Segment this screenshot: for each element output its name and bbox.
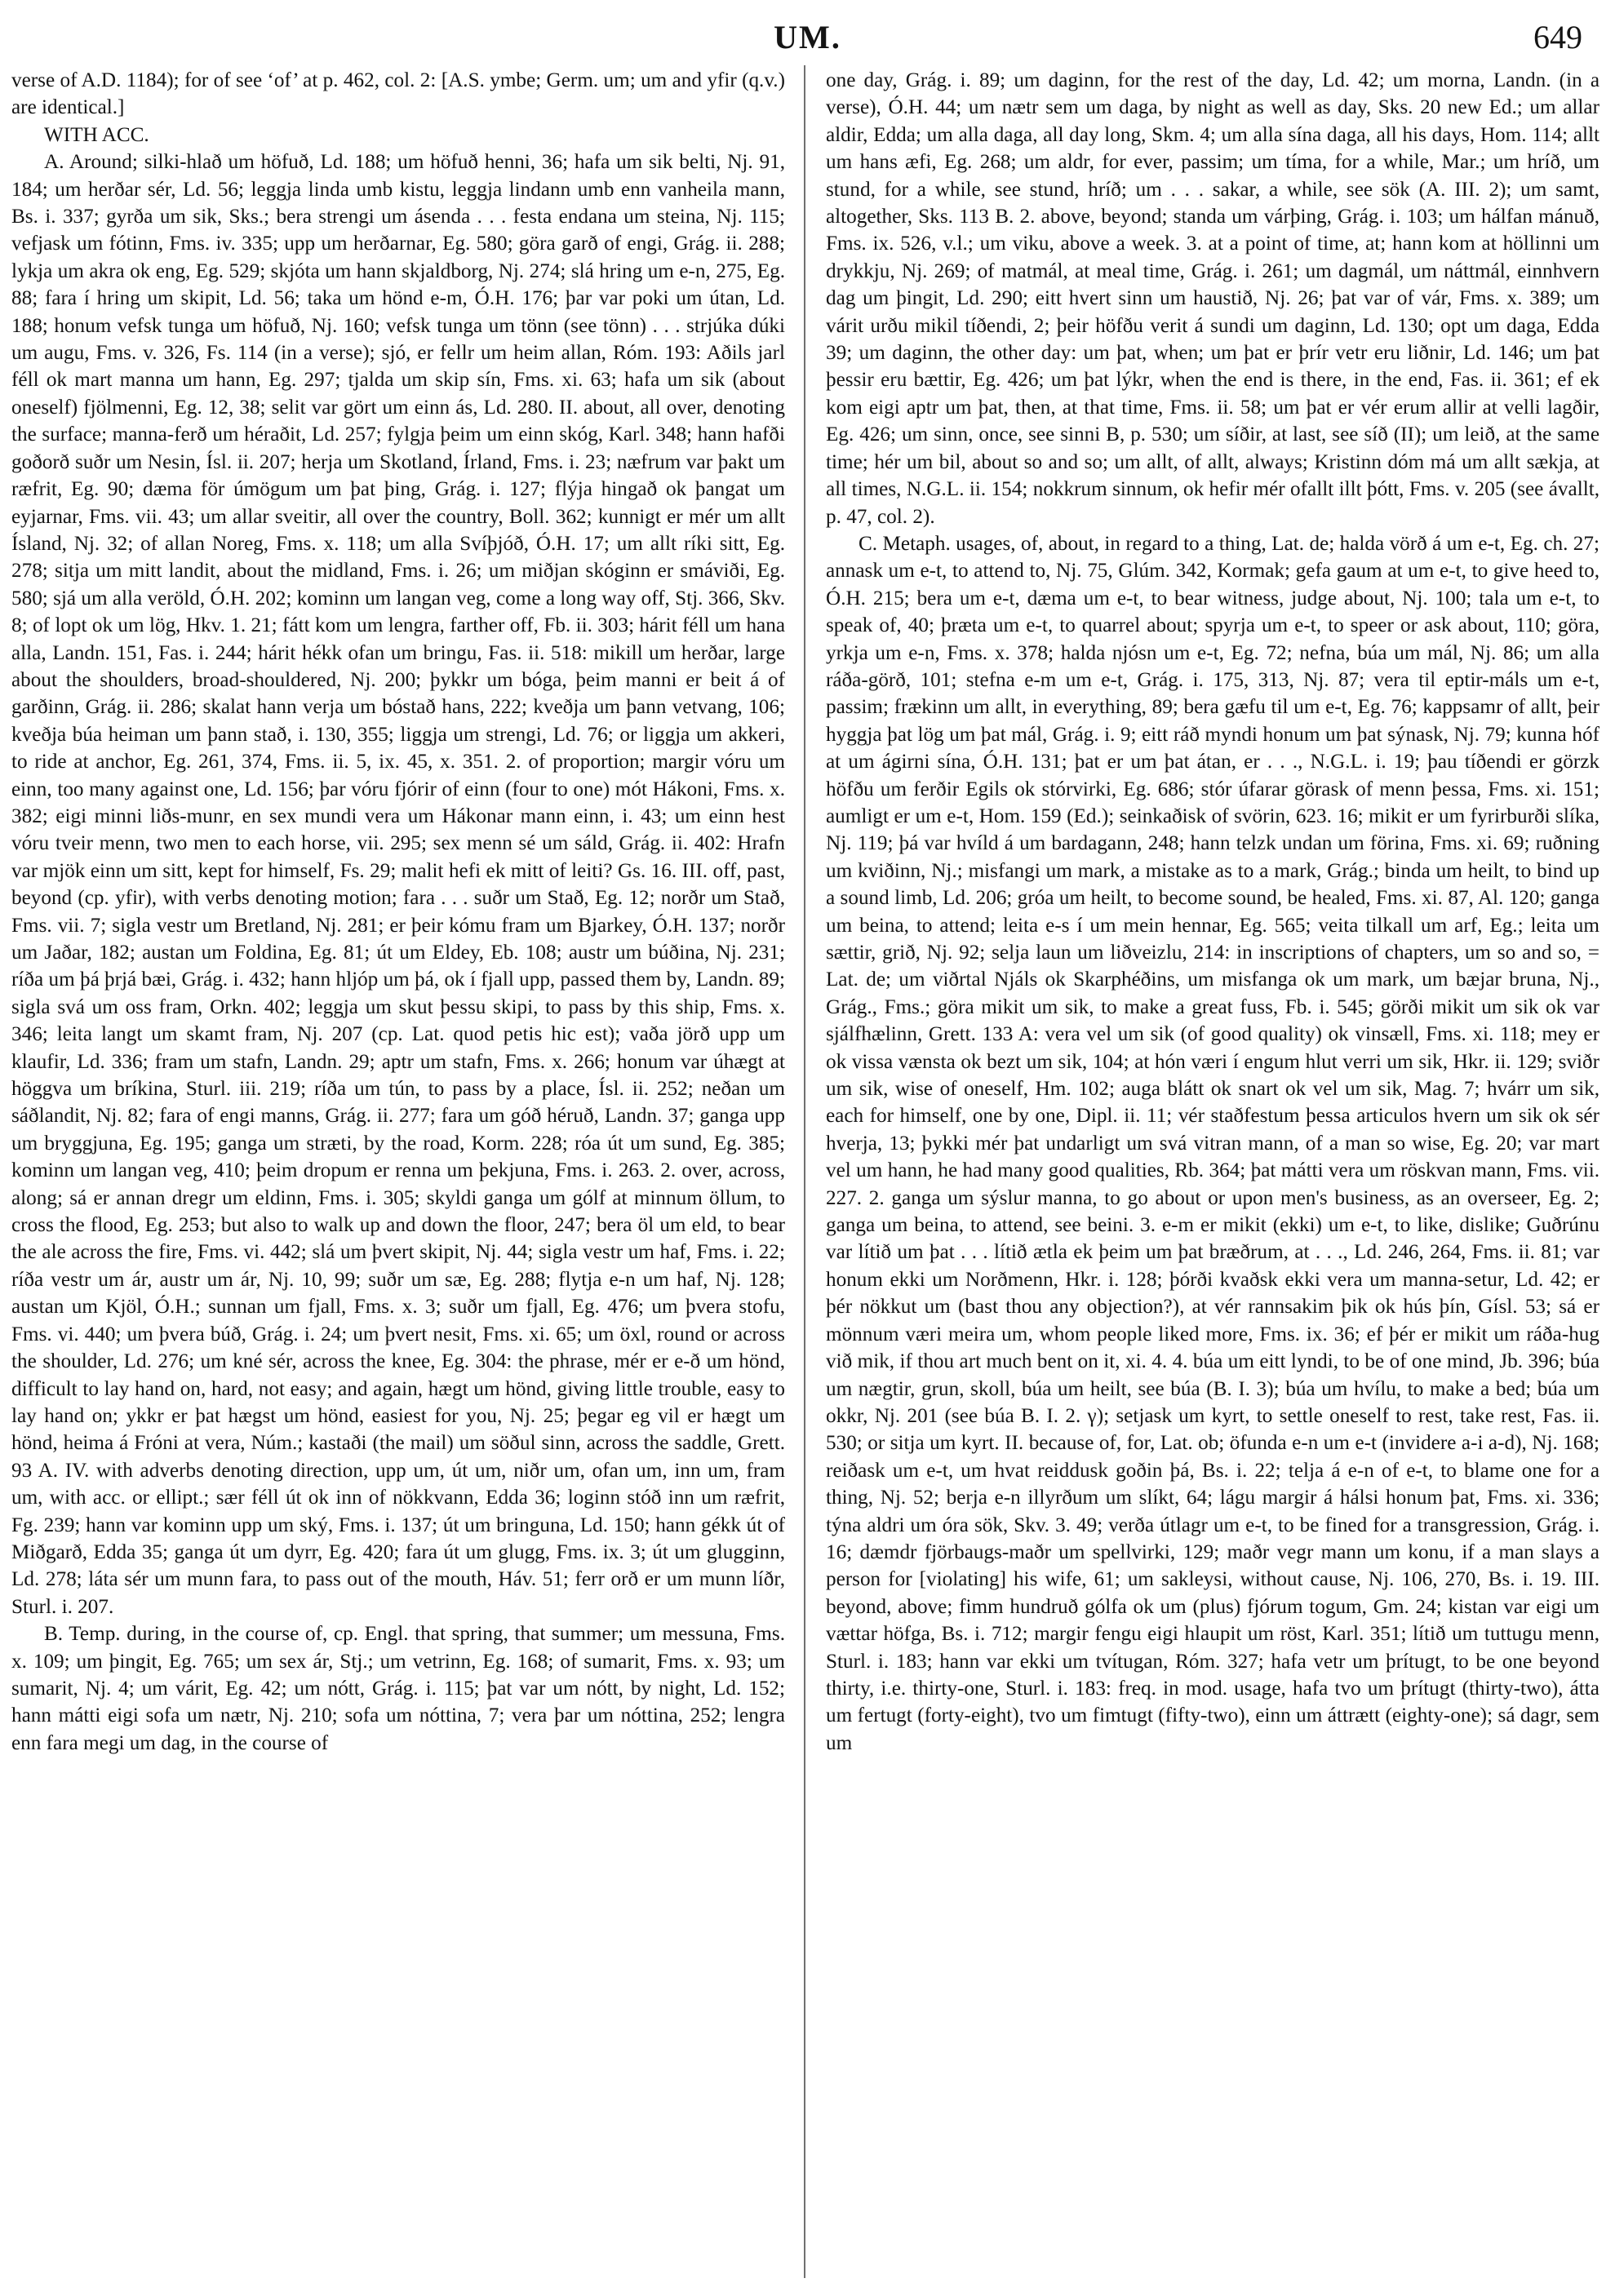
entry-paragraph: verse of A.D. 1184); for of see ‘of’ at p. 462, col. 2: [A.S. ymbe; Germ. um; um and yfir (q.v.) are identical.] — [11, 69, 785, 119]
entry-paragraph: C. Metaph. usages, of, about, in regard to a thing, Lat. de; halda vörð á um e-t, Eg. ch. 27; annask um e-t, to attend to, Nj. 75, Glúm. 342, Kormak; gefa gaum at um e-t, to give heed to, Ó.H. 215; bera um e-t, dæma um e-t, to bear witness, judge about, Nj. 100; tala um e-t, to speak of, 40; þræta um e-t, to quarrel about; spyrja um e-t, to speer or ask about, 110; göra, yrkja um e-n, Fms. x. 378; halda njósn um e-t, Eg. 72; nefna, búa um mál, Nj. 86; um alla ráða-görð, 101; stefna e-m um e-t, Grág. i. 175, 313, Nj. 87; vera til eptir-máls um e-t, passim; frækinn um allt, in everything, 89; bera gæfu til um e-t, Eg. 76; kappsamr of allt, þeir hyggja þat lög um þat mál, Grág. i. 9; eitt ráð myndi honum um þat sýnask, Nj. 79; kunna hóf at um ágirni sína, Ó.H. 131; þat er um þat átan, er . . ., N.G.L. i. 19; þau tíðendi er görzk höfðu um ferðir Egils ok stórvirki, Eg. 686; stór úfarar görask of menn þessa, Fms. xi. 151; aumligt er um e-t, Hom. 159 (Ed.); seinkaðisk of svörin, 623. 16; mikit er um fyrirburði slíka, Nj. 119; þá var hvíld á um bardagann, 248; hann telzk undan um förina, Fms. xi. 69; ruðning um kviðinn, Nj.; misfangi um mark, a mistake as to a mark, Grág.; binda um heilt, to bind up a sound limb, Ld. 206; gróa um heilt, to become sound, be healed, Fms. xi. 87, Al. 120; ganga um beina, to attend; leita e-s í um mein hennar, Eg. 565; veita tilkall um arf, Eg.; leita um sættir, grið, Nj. 92; selja laun um liðveizlu, 214: in inscriptions of chapters, um so and so, = Lat. de; um viðrtal Njáls ok Skarphéðins, um misfanga ok um mark, um bæjar bruna, Nj., Grág., Fms.; göra mikit um sik, to make a great fuss, Fb. i. 545; görði mikit um sik ok var sjálfhælinn, Grett. 133 A: vera vel um sik (of good quality) ok vinsæll, Fms. xi. 118; mey er ok vissa vænsta ok bezt um sik, 104; at hón væri í engum hlut verri um sik, Hkr. ii. 129; sviðr um sik, wise of oneself, Hm. 102; auga blátt ok snart ok vel um sik, Mag. 7; hvárr um sik, each for himself, one by one, Dipl. ii. 11; vér staðfestum þessa articulos hvern um sik ok sér hverja, 13; þykki mér þat undarligt um svá vitran mann, of a man so wise, Eg. 20; var mart vel um hann, he had many good qualities, Rb. 364; þat mátti vera um röskvan mann, Fms. vii. 227. 2. ganga um sýslur manna, to go about or upon men's business, as an overseer, Eg. 2; ganga um beina, to attend, see beini. 3. e-m er mikit (ekki) um e-t, to like, dislike; Guðrúnu var lítið um þat . . . lítið ætla ek þeim um þat bræðrum, at . . ., Ld. 246, 264, Fms. ii. 81; var honum ekki um Norðmenn, Hkr. i. 128; þórði kvaðsk ekki vera um manna-setur, Ld. 42; er þér nökkut um (bast thou any objection?), at vér rannsakim þik ok hús þín, Gísl. 53; sá er mönnum væri meira um, whom people liked more, Fms. ix. 36; ef þér er mikit um ráða-hug við mik, if thou art much bent on it, xi. 4. 4. búa um eitt lyndi, to be of one mind, Jb. 396; búa um nægtir, grun, skoll, búa um heilt, see búa (B. I. 3); búa um hvílu, to make a bed; búa um okkr, Nj. 201 (see búa B. I. 2. γ); setjask um kyrt, to settle oneself to rest, take rest, Fas. ii. 530; or sitja um kyrt. II. because of, for, Lat. ob; öfunda e-n um e-t (invidere a-i a-d), Nj. 168; reiðask um e-t, um hvat reiddusk goðin þá, Bs. i. 22; telja á e-n of e-t, to blame one for a thing, Nj. 52; berja e-n illyrðum um slíkt, 64; lágu margir á hálsi honum þat, Fms. xi. 336; týna aldri um óra sök, Skv. 3. 49; verða útlagr um e-t, to be fined for a transgression, Grág. i. 16; dæmdr fjörbaugs-maðr um spellvirki, 129; maðr vegr mann um konu, if a man slays a person for [violating] his wife, 61; um sakleysi, without cause, Nj. 106, 270, Bs. i. 19. III. beyond, above; fimm hundruð gólfa ok um (plus) fjórum togum, Gm. 24; kistan var eigi um vættar höfga, Bs. i. 712; margir fengu eigi hlaupit um röst, Karl. 351; lítið um tuttugu menn, Sturl. i. 183; hann var ekki um tvítugan, Róm. 327; hafa vetr um þrítugt, to be one beyond thirty, i.e. thirty-one, Sturl. i. 183: freq. in mod. usage, hafa tvo um þrítugt (thirty-two), átta um fertugt (forty-eight), tvo um fimtugt (fifty-two), einn um áttrætt (eighty-one); sá dagr, sem um — [826, 532, 1599, 1754]
page-number: 649 — [1533, 19, 1582, 55]
entry-paragraph: B. Temp. during, in the course of, cp. Engl. that spring, that summer; um messuna, Fms. x. 109; um þingit, Eg. 765; um sex ár, Stj.; um vetrinn, Eg. 168; of sumarit, Fms. x. 93; um sumarit, Nj. 4; um várit, Eg. 42; um nótt, Grág. i. 115; þat var um nótt, by night, Ld. 152; hann mátti eigi sofa um nætr, Nj. 210; sofa um nóttina, 7; vera þar um nóttina, 252; lengra enn fara megi um dag, in the course of — [11, 1623, 785, 1754]
entry-paragraph: A. Around; silki-hlað um höfuð, Ld. 188; um höfuð henni, 36; hafa um sik belti, Nj. 91, 184; um herðar sér, Ld. 56; leggja linda umb kistu, leggja lindann umb enn vanheila mann, Bs. i. 337; gyrða um sik, Sks.; bera strengi um ásenda . . . festa endana um steina, Nj. 115; vefjask um fótinn, Fms. iv. 335; upp um herðarnar, Eg. 580; göra garð of engi, Grág. ii. 288; lykja um akra ok eng, Eg. 529; skjóta um hann skjaldborg, Nj. 274; slá hring um e-n, 275, Eg. 88; fara í hring um skipit, Ld. 56; taka um hönd e-m, Ó.H. 176; þar var poki um útan, Ld. 188; honum vefsk tunga um höfuð, Nj. 160; vefsk tunga um tönn (see tönn) . . . strjúka dúki um augu, Fms. v. 326, Fs. 114 (in a verse); sjó, er fellr um heim allan, Róm. 193: Aðils jarl féll ok mart manna um hann, Eg. 297; tjalda um skip sín, Fms. xi. 63; hafa um sik (about oneself) fjölmenni, Eg. 12, 38; selit var gört um einn ás, Ld. 280. II. about, all over, denoting the surface; manna-ferð um héraðit, Ld. 257; fylgja þeim um einn skóg, Karl. 348; hann hafði goðorð suðr um Nesin, Ísl. ii. 207; herja um Skotland, Írland, Fms. i. 23; næfrum var þakt um ræfrit, Eg. 90; dæma för úmögum um þat þing, Grág. i. 127; flýja hingað ok þangat um eyjarnar, Fms. vii. 43; um allar sveitir, all over the country, Boll. 362; kunnigt er mér um allt Ísland, Nj. 32; of allan Noreg, Fms. x. 118; um alla Svíþjóð, Ó.H. 17; um allt ríki sitt, Eg. 278; sitja um mitt landit, about the midland, Fms. i. 26; um miðjan skóginn er smáviði, Eg. 580; sjá um alla veröld, Ó.H. 202; kominn um langan veg, come a long way off, Stj. 366, Skv. 8; of lopt ok um lög, Hkv. 1. 21; fátt kom um lengra, farther off, Fb. ii. 303; hárit féll um hana alla, Landn. 151, Fas. i. 244; hárit hékk ofan um bringu, Fas. ii. 518: mikill um herðar, large about the shoulders, broad-shouldered, Nj. 200; þykkr um bóga, þeim manni er beit á of garðinn, Grág. ii. 286; skalat hann verja um bóstað hans, 222; kveðja um þann vetvang, 106; kveðja búa heiman um þann stað, i. 130, 355; liggja um strengi, Ld. 76; or liggja um akkeri, to ride at anchor, Eg. 261, 374, Fms. ii. 5, ix. 45, x. 351. 2. of proportion; margir vóru um einn, too many against one, Ld. 156; þar vóru fjórir of einn (four to one) mót Hákoni, Fms. x. 382; eigi minni liðs-munr, en sex mundi vera um Hákonar mann einn, i. 43; um einn hest vóru tveir menn, two men to each horse, vii. 295; sex menn sé um sáld, Grág. ii. 402: Hrafn var mjök einn um sitt, kept for himself, Fs. 29; malit hefi ek mitt of leiti? Gs. 16. III. off, past, beyond (cp. yfir), with verbs denoting motion; fara . . . suðr um Stað, Eg. 12; norðr um Stað, Fms. vii. 7; sigla vestr um Bretland, Nj. 281; er þeir kómu fram um Bjarkey, Ó.H. 137; norðr um Jaðar, 182; austan um Foldina, Eg. 81; út um Eldey, Eb. 108; austr um búðina, Nj. 231; ríða um þá þrjá bæi, Grág. i. 432; hann hljóp um þá, ok í fjall upp, passed them by, Landn. 89; sigla svá um oss fram, Orkn. 402; leggja um skut þessu skipi, to pass by this ship, Fms. x. 346; leita langt um skamt fram, Nj. 207 (cp. Lat. quod petis hic est); vaða jörð upp um klaufir, Ld. 336; fram um stafn, Landn. 29; aptr um stafn, Fms. x. 266; honum var úhægt at höggva um bríkina, Sturl. iii. 219; ríða um tún, to pass by a place, Ísl. ii. 252; neðan um sáðlandit, Nj. 82; fara of engi manns, Grág. ii. 277; fara um góð héruð, Landn. 37; ganga upp um bryggjuna, Eg. 195; ganga um stræti, by the road, Korm. 228; róa út um sund, Eg. 385; kominn um langan veg, 410; þeim dropum er renna um þekjuna, Fms. i. 263. 2. over, across, along; sá er annan dregr um eldinn, Fms. i. 305; skyldi ganga um gólf at minnum öllum, to cross the flood, Eg. 253; but also to walk up and down the floor, 247; bera öl um eld, to bear the ale across the fire, Fms. vi. 442; slá um þvert skipit, Nj. 44; sigla vestr um haf, Fms. i. 22; ríða vestr um ár, austr um ár, Nj. 10, 99; suðr um sæ, Eg. 288; flytja e-n um haf, Nj. 128; austan um Kjöl, Ó.H.; sunnan um fjall, Fms. x. 3; suðr um fjall, Eg. 476; um þvera stofu, Fms. vi. 440; um þvera búð, Grág. i. 24; um þvert nesit, Fms. xi. 65; um öxl, round or across the shoulder, Ld. 276; um kné sér, across the knee, Eg. 304: the phrase, mér er e-ð um hönd, difficult to lay hand on, hard, not easy; and again, hægt um hönd, giving little trouble, easy to lay hand on; ykkr er þat hægst um hönd, easiest for you, Nj. 25; þegar eg vil er hægt um hönd, heima á Fróni at vera, Núm.; kastaði (the mail) um söðul sinn, across the saddle, Grett. 93 A. IV. with adverbs denoting direction, upp um, út um, niðr um, ofan um, inn um, fram um, with acc. or ellipt.; sær féll út ok inn of nökkvann, Edda 36; loginn stóð inn um ræfrit, Fg. 239; hann var kominn upp um ský, Fms. i. 137; út um bringuna, Ld. 150; hann gékk út of Miðgarð, Edda 35; ganga út um dyrr, Eg. 420; fara út um glugg, Fms. ix. 3; út um glugginn, Ld. 278; láta sér um munn fara, to pass out of the mouth, Háv. 51; ferr orð er um munn líðr, Sturl. i. 207. — [11, 151, 785, 1618]
right-column — [826, 67, 1599, 2270]
section-heading: WITH ACC. — [44, 123, 149, 146]
page-header — [33, 18, 1582, 59]
running-headword: UM. — [774, 19, 841, 55]
left-column — [11, 67, 785, 2270]
column-divider — [804, 65, 805, 2278]
entry-paragraph: one day, Grág. i. 89; um daginn, for the rest of the day, Ld. 42; um morna, Landn. (in a verse), Ó.H. 44; um nætr sem um daga, by night as well as day, Sks. 20 new Ed.; um allar aldir, Edda; um alla daga, all day long, Skm. 4; um alla sína daga, all his days, Hom. 114; allt um hans æfi, Eg. 268; um aldr, for ever, passim; um tíma, for a while, Mar.; um hríð, um stund, for a while, see stund, hríð; um . . . sakar, a while, see sök (A. III. 2); um samt, altogether, Sks. 113 B. 2. above, beyond; standa um várþing, Grág. i. 103; um hálfan mánuð, Fms. ix. 526, v.l.; um viku, above a week. 3. at a point of time, at; hann kom at höllinni um drykkju, Nj. 269; of matmál, at meal time, Grág. i. 261; um dagmál, um náttmál, einnhvern dag um þingit, Ld. 290; eitt hvert sinn um haustið, Nj. 26; þat var of vár, Fms. x. 389; um várit urðu mikil tíðendi, 2; þeir höfðu verit á sundi um daginn, Ld. 130; opt um daga, Edda 39; um daginn, the other day: um þat, when; um þat er þrír vetr eru liðnir, Ld. 146; um þat þessir eru bættir, Eg. 426; um þat lýkr, when the end is there, in the end, Fas. ii. 361; ef ek kom eigi aptr um þat, then, at that time, Fms. ii. 58; um þat er vér erum allir at velli lagðir, Eg. 426; um sinn, once, see sinni B, p. 530; um síðir, at last, see síð (II); um leið, at the same time; hér um bil, about so and so; um allt, of allt, always; Kristinn dóm má um allt sækja, at all times, N.G.L. ii. 154; nokkrum sinnum, ok hefir mér ofallt illt þótt, Fms. v. 205 (see ávallt, p. 47, col. 2). — [826, 69, 1599, 528]
